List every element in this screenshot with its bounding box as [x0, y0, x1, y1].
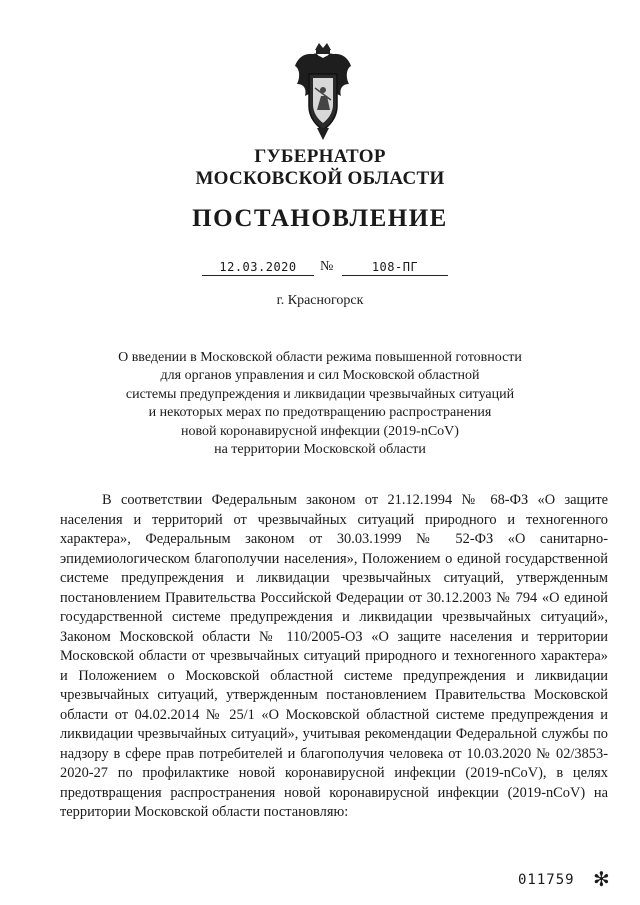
- serial-number: 011759: [518, 872, 575, 888]
- title-line: на территории Московской области: [214, 442, 426, 458]
- title-line: О введении в Московской области режима повышенной готовности: [118, 350, 522, 365]
- governor-title: ГУБЕРНАТОР: [254, 146, 386, 167]
- number-sign: №: [320, 259, 334, 274]
- coat-of-arms-icon: [293, 40, 353, 142]
- region-title: МОСКОВСКОЙ ОБЛАСТИ: [195, 168, 445, 189]
- asterisk-mark-icon: ✻: [593, 867, 610, 891]
- title-line: новой коронавирусной инфекции (2019-nCoV): [181, 423, 459, 439]
- title-line: и некоторых мерах по предотвращению распространения: [148, 405, 492, 421]
- decree-title: [0, 349, 640, 459]
- title-line: для органов управления и сил Московской областной: [160, 368, 480, 384]
- decree-date: 12.03.2020: [202, 259, 314, 276]
- date-number-line: [0, 259, 640, 279]
- issuer-block: [0, 146, 640, 190]
- decree-number: 108-ПГ: [342, 259, 448, 276]
- issue-city: г. Красногорск: [276, 293, 364, 308]
- preamble-paragraph: В соответствии Федеральным законом от 21.12.1994 № 68-ФЗ «О защите населения и территорий от чрезвычайных ситуаций природного и техногенного характера», Федеральным законом от 30.03.1999 № 52-ФЗ «О санитарно-эпидемиологическом благополучии населения», Положением о единой государственной системе предупреждения и ликвидации чрезвычайных ситуаций, утвержденным постановлением Правительства Российской Федерации от 30.12.2003 № 794 «О единой государственной системе предупреждения и ликвидации чрезвычайных ситуаций», Законом Московской области № 110/2005-ОЗ «О защите населения и территории Московской области от чрезвычайных ситуаций природного и техногенного характера» и Положением о Московской областной системе предупреждения и ликвидации чрезвычайных ситуаций, утвержденным постановлением Правительства Московской области от 04.02.2014 № 25/1 «О Московской областной системе предупреждения и ликвидации чрезвычайных ситуаций», учитывая рекомендации Федеральной службы по надзору в сфере прав потребителей и благополучия человека от 10.03.2020 № 02/3853-2020-27 по профилактике новой коронавирусной инфекции (2019-nCoV), в целях предотвращения распространения новой коронавирусной инфекции (2019-nCoV) на территории Московской области постановляю:: [60, 492, 608, 820]
- title-line: системы предупреждения и ликвидации чрезвычайных ситуаций: [125, 386, 515, 402]
- document-type: ПОСТАНОВЛЕНИЕ: [192, 205, 448, 232]
